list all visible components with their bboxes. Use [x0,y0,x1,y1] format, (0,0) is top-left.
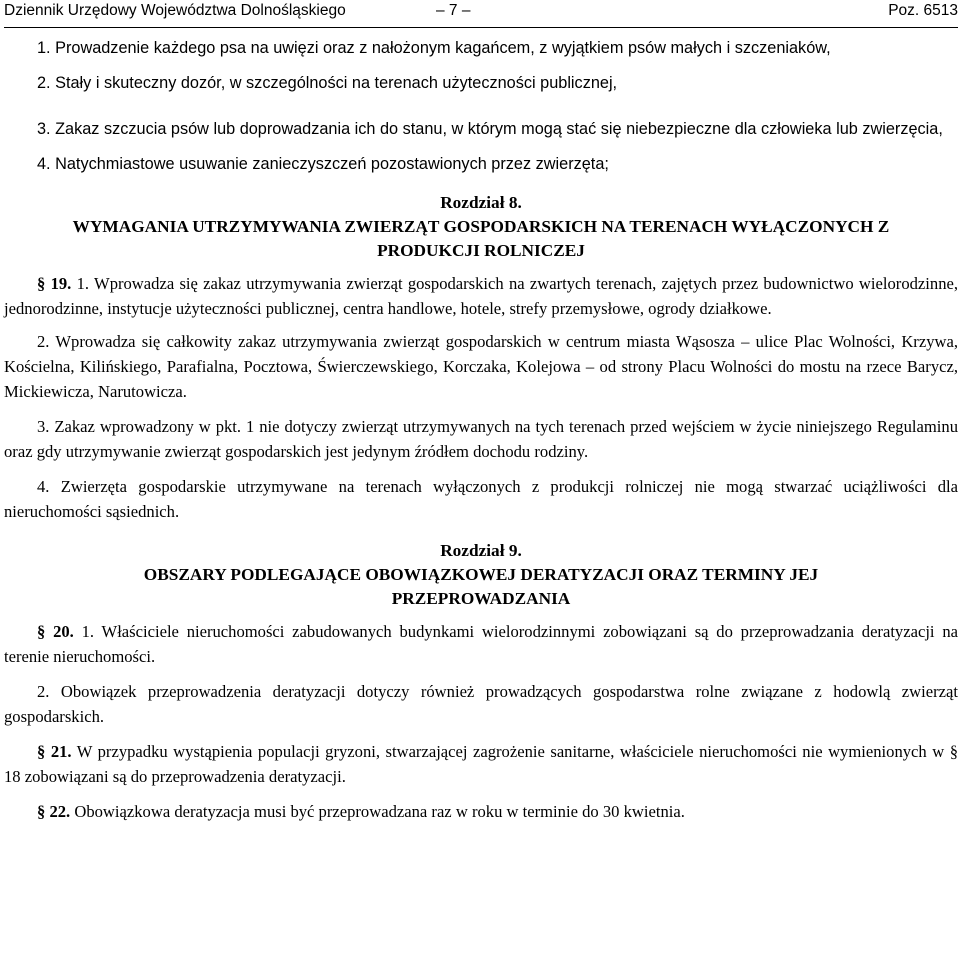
section-number: 19. [50,274,72,293]
list-item: 4. Natychmiastowe usuwanie zanieczyszczeń pozostawionych przez zwierzęta; [37,155,609,173]
paragraph [4,271,958,321]
paragraph [4,739,958,789]
paragraph-text: 1. Wprowadza się zakaz utrzymywania zwierząt gospodarskich na zwartych terenach, zajętych przez budownictwo wielorodzinne, jednorodzinne, instytucje użyteczności publicznej, centra handlowe, hotele, strefy przemysłowe, ogrody działkowe. [4,274,959,318]
paragraph: 3. Zakaz wprowadzony w pkt. 1 nie dotyczy zwierząt utrzymywanych na tych terenach przed wejściem w życie niniejszego Regulaminu oraz gdy utrzymywanie zwierząt gospodarskich jest jedynym źródłem dochodu rodziny. [4,417,958,461]
section-sign: § [37,622,46,641]
section-number: 20. [53,622,74,641]
list-item: 2. Stały i skuteczny dozór, w szczególności na terenach użyteczności publicznej, [37,74,618,92]
paragraph-text: 1. Właściciele nieruchomości zabudowanych budynkami wielorodzinnymi zobowiązani są do przeprowadzania deratyzacji na terenie nieruchomości. [4,622,958,666]
page-number: – 7 – [436,2,471,19]
position-number: Poz. 6513 [888,2,958,19]
paragraph: 4. Zwierzęta gospodarskie utrzymywane na terenach wyłączonych z produkcji rolniczej nie mogą stwarzać uciążliwości dla nieruchomości sąsiednich. [4,477,958,521]
section-21 [4,739,958,789]
paragraph [4,619,958,669]
chapter-9-heading [4,539,958,611]
document-page [4,0,958,824]
section-number: 22. [49,802,71,821]
running-header [4,0,958,28]
list-item: 1. Prowadzenie każdego psa na uwięzi oraz z nałożonym kagańcem, z wyjątkiem psów małych i szczeniaków, [37,39,831,57]
chapter-title: OBSZARY PODLEGAJĄCE OBOWIĄZKOWEJ DERATYZACJI ORAZ TERMINY JEJ PRZEPROWADZANIA [143,565,819,608]
section-19 [4,271,958,524]
list-item: 3. Zakaz szczucia psów lub doprowadzania ich do stanu, w którym mogą stać się niebezpieczne dla człowieka lub zwierzęcia, [37,120,943,138]
paragraph: 2. Obowiązek przeprowadzenia deratyzacji dotyczy również prowadzących gospodarstwa rolne związane z hodowlą zwierząt gospodarskich. [4,682,958,726]
chapter-title: WYMAGANIA UTRZYMYWANIA ZWIERZĄT GOSPODARSKICH NA TERENACH WYŁĄCZONYCH Z PRODUKCJI ROLNICZEJ [72,217,890,260]
dog-rules-list [4,36,958,177]
chapter-label: Rozdział 8. [440,193,522,212]
chapter-8-heading [4,191,958,263]
section-number: 21. [50,742,72,761]
paragraph: 2. Wprowadza się całkowity zakaz utrzymywania zwierząt gospodarskich w centrum miasta Wąsosza – ulice Plac Wolności, Krzywa, Kościelna, Kilińskiego, Parafialna, Pocztowa, Świerczewskiego, Korczaka, Kolejowa – od strony Placu Wolności do mostu na rzece Barycz, Mickiewicza, Narutowicza. [4,332,958,401]
section-sign: § [37,802,46,821]
chapter-label: Rozdział 9. [440,541,522,560]
paragraph-text: Obowiązkowa deratyzacja musi być przeprowadzana raz w roku w terminie do 30 kwietnia. [74,802,685,821]
journal-title: Dziennik Urzędowy Województwa Dolnośląskiego [4,2,346,19]
section-sign: § [37,742,46,761]
paragraph-text: W przypadku wystąpienia populacji gryzoni, stwarzającej zagrożenie sanitarne, właściciele nieruchomości nie wymienionych w § 18 zobowiązani są do przeprowadzenia deratyzacji. [4,742,958,786]
paragraph [4,799,958,824]
section-22 [4,799,958,824]
section-20 [4,619,958,729]
section-sign: § [37,274,46,293]
